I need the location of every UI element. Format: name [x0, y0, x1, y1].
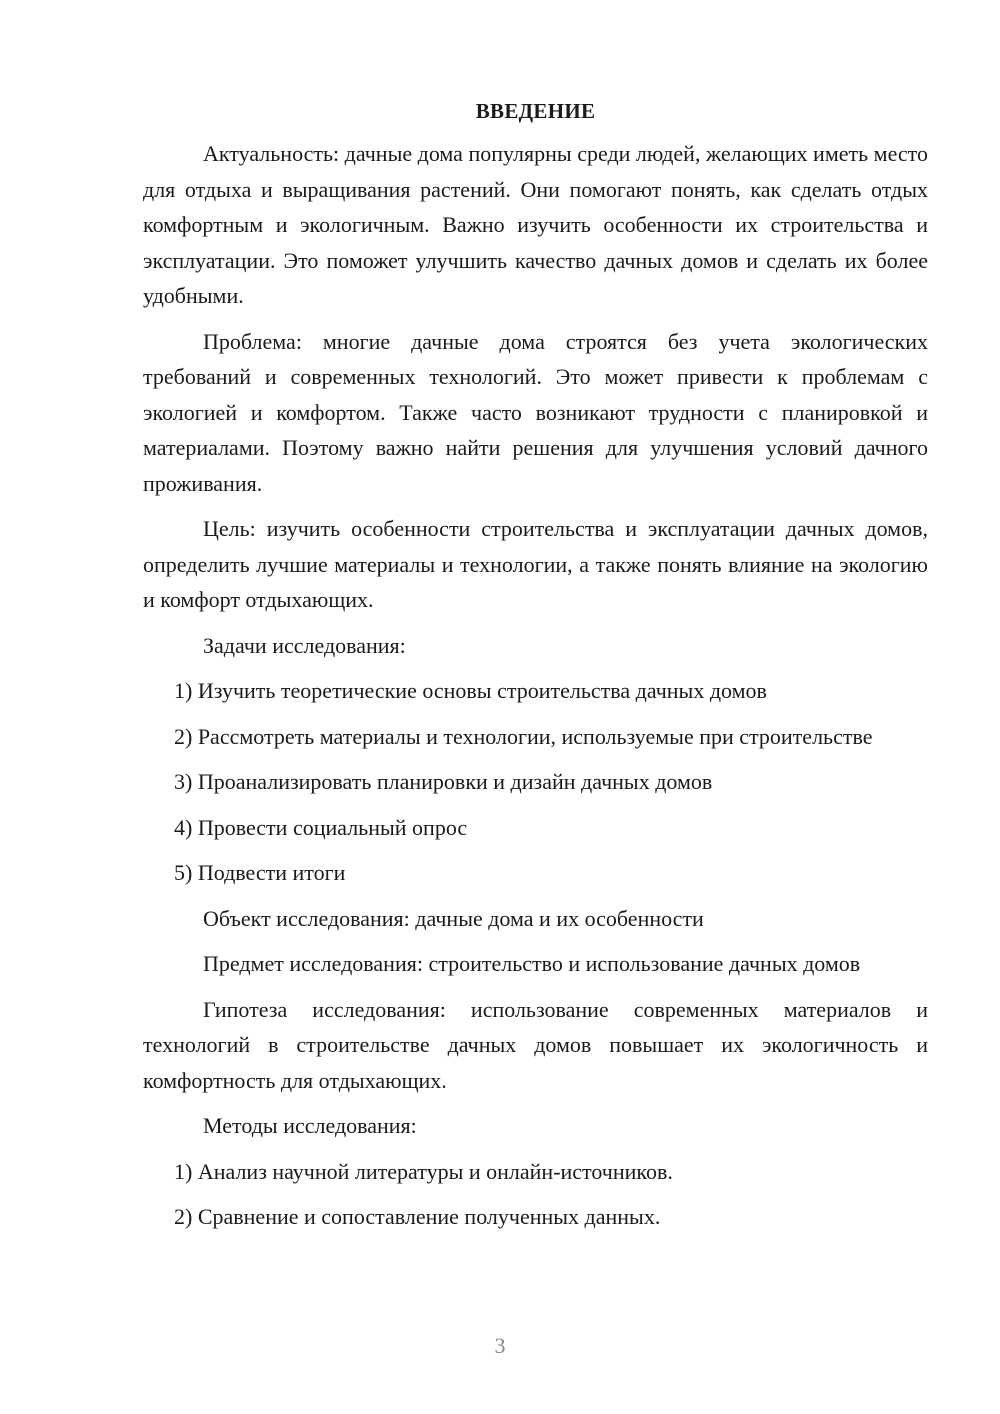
- goal-paragraph: Цель: изучить особенности строительства и эксплуатации дачных домов, определить лучшие материалы и технологии, а также понять влияние на экологию и комфорт отдыхающих.: [143, 516, 928, 612]
- document-page: [143, 96, 928, 1245]
- method-item: 2) Сравнение и сопоставление полученных данных.: [174, 1204, 661, 1229]
- research-subject: Предмет исследования: строительство и использование дачных домов: [203, 951, 861, 976]
- task-item: 5) Подвести итоги: [174, 860, 346, 885]
- page-number: 3: [494, 1333, 506, 1358]
- method-item: 1) Анализ научной литературы и онлайн-источников.: [174, 1158, 673, 1184]
- tasks-heading: Задачи исследования:: [203, 632, 406, 658]
- document-title: ВВЕДЕНИЕ: [475, 99, 596, 123]
- research-object: Объект исследования: дачные дома и их особенности: [203, 905, 704, 931]
- task-item: 1) Изучить теоретические основы строительства дачных домов: [174, 678, 767, 703]
- research-hypothesis: Гипотеза исследования: использование современных материалов и технологий в строительстве дачных домов повышает их экологичность и комфортность для отдыхающих.: [143, 996, 928, 1093]
- task-item: 2) Рассмотреть материалы и технологии, используемые при строительстве: [174, 723, 873, 749]
- problem-paragraph: Проблема: многие дачные дома строятся без учета экологических требований и современных технологий. Это может привести к проблемам с экологией и комфортом. Также часто возникают трудности с планировкой и материалами. Поэтому важно найти решения для улучшения условий дачного проживания.: [143, 328, 928, 496]
- task-item: 4) Провести социальный опрос: [174, 814, 468, 840]
- task-item: 3) Проанализировать планировки и дизайн дачных домов: [174, 769, 713, 794]
- methods-heading: Методы исследования:: [203, 1113, 417, 1138]
- relevance-paragraph: Актуальность: дачные дома популярны среди людей, желающих иметь место для отдыха и выращивания растений. Они помогают понять, как сделать отдых комфортным и экологичным. Важно изучить особенности их строительства и эксплуатации. Это поможет улучшить качество дачных домов и сделать их более удобными.: [143, 141, 928, 308]
